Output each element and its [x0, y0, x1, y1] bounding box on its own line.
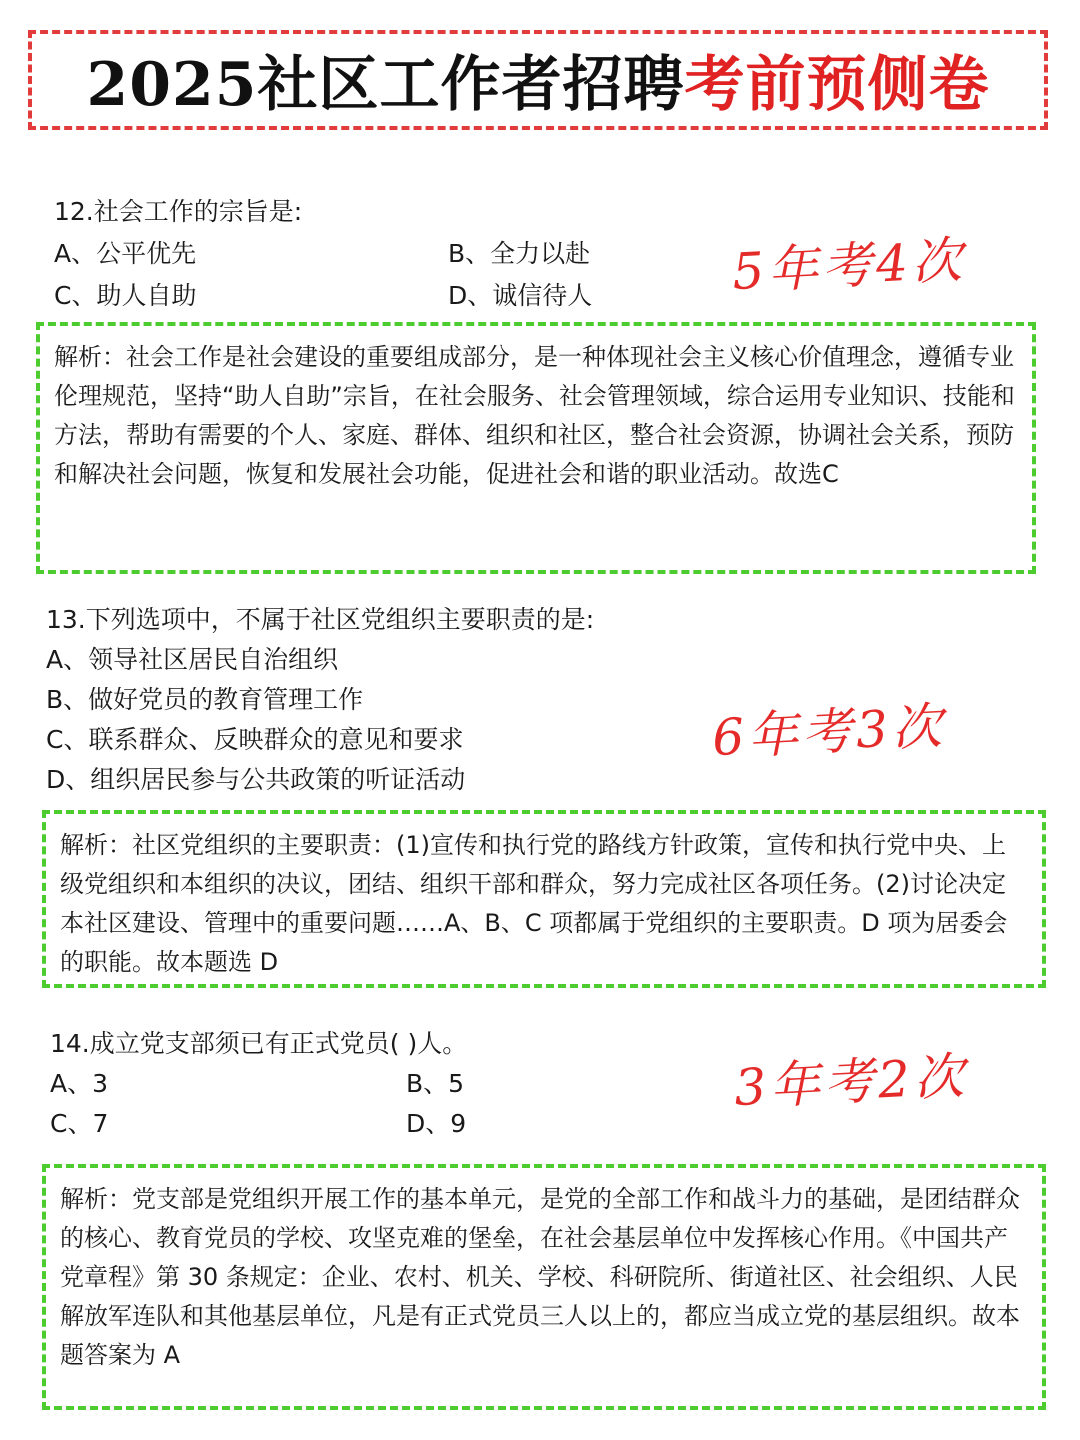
question-12-text: 12.社会工作的宗旨是: [54, 197, 303, 226]
question-12 [54, 192, 592, 316]
q12-analysis-box [36, 322, 1036, 574]
q14-analysis-box [42, 1164, 1046, 1410]
frequency-stamp-q13: 6年考3次 [710, 696, 948, 768]
q14-option-b: B、5 [406, 1069, 465, 1098]
title-red-part: 考前预侧卷 [684, 50, 990, 120]
q12-option-a: A、公平优先 [54, 239, 197, 268]
q13-option-c: C、联系群众、反映群众的意见和要求 [46, 725, 464, 754]
q14-analysis-text: 解析：党支部是党组织开展工作的基本单元，是党的全部工作和战斗力的基础，是团结群众的核心、教育党员的学校、攻坚克难的堡垒，在社会基层单位中发挥核心作用。《中国共产党章程》第 30 条规定：企业、农村、机关、学校、科研院所、街道社区、社会组织、人民解放军连队和其他基层单位，凡是有正式党员三人以上的，都应当成立党的基层组织。故本题答案为 A [60, 1185, 1020, 1369]
title-black-part: 2025社区工作者招聘 [86, 50, 685, 120]
q12-option-d: D、诚信待人 [448, 281, 593, 310]
title-banner [28, 30, 1048, 130]
question-14-text: 14.成立党支部须已有正式党员( )人。 [50, 1029, 468, 1058]
q14-option-d: D、9 [406, 1109, 467, 1138]
frequency-stamp-q12: 5年考4次 [730, 230, 968, 302]
q13-analysis-box [42, 810, 1046, 988]
question-14 [50, 1024, 467, 1144]
q12-option-b: B、全力以赴 [448, 239, 591, 268]
question-13 [46, 600, 594, 800]
q12-option-c: C、助人自助 [54, 281, 197, 310]
q13-option-a: A、领导社区居民自治组织 [46, 645, 339, 674]
question-13-text: 13.下列选项中，不属于社区党组织主要职责的是: [46, 605, 595, 634]
q12-analysis-text: 解析：社会工作是社会建设的重要组成部分，是一种体现社会主义核心价值理念，遵循专业伦理规范，坚持“助人自助”宗旨，在社会服务、社会管理领域，综合运用专业知识、技能和方法，帮助有需要的个人、家庭、群体、组织和社区，整合社会资源，协调社会关系，预防和解决社会问题，恢复和发展社会功能，促进社会和谐的职业活动。故选C [54, 343, 1015, 488]
q14-option-a: A、3 [50, 1069, 109, 1098]
frequency-stamp-q14: 3年考2次 [732, 1046, 970, 1118]
page-title [87, 37, 990, 123]
q13-analysis-text: 解析：社区党组织的主要职责：(1)宣传和执行党的路线方针政策，宣传和执行党中央、上级党组织和本组织的决议，团结、组织干部和群众，努力完成社区各项任务。(2)讨论决定本社区建设、管理中的重要问题……A、B、C 项都属于党组织的主要职责。D 项为居委会的职能。故本题选 D [60, 831, 1008, 976]
q14-option-c: C、7 [50, 1109, 109, 1138]
q13-option-d: D、组织居民参与公共政策的听证活动 [46, 765, 466, 794]
q13-option-b: B、做好党员的教育管理工作 [46, 685, 364, 714]
